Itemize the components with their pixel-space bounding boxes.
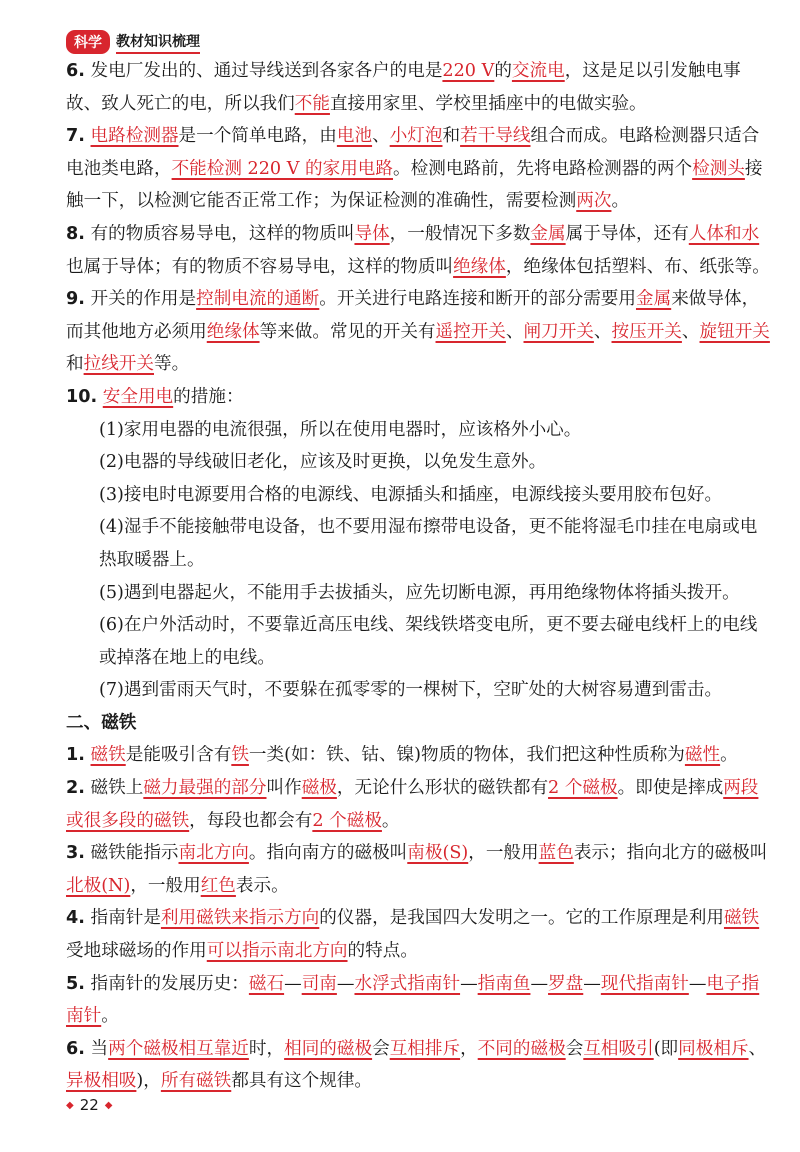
safety-measure: (5)遇到电器起火，不能用手去拔插头，应先切断电源，再用绝缘物体将插头拨开。 bbox=[99, 582, 740, 603]
item-text: 也属于导体；有的物质不容易导电，这样的物质叫 bbox=[66, 256, 454, 277]
item-text: 、 bbox=[372, 126, 390, 147]
key-term: 金属 bbox=[635, 289, 672, 310]
key-term: 不能检测 220 V 的家用电路 bbox=[171, 158, 393, 179]
key-term: 按压开关 bbox=[611, 321, 682, 342]
item-text: 发电厂发出的、通过导线送到各家各户的电是 bbox=[90, 61, 443, 81]
key-term: 同极相斥 bbox=[678, 1038, 749, 1059]
key-term: 电子指南针 bbox=[66, 973, 760, 1027]
item-number: 4. bbox=[66, 908, 85, 929]
item-text: 、 bbox=[681, 321, 700, 342]
item-text: 的仪器，是我国四大发明之一。它的工作原理是利用 bbox=[319, 908, 724, 929]
key-term: 不能 bbox=[294, 93, 330, 114]
list-item bbox=[66, 772, 770, 837]
item-text: 当 bbox=[90, 1038, 109, 1059]
key-term: 检测头 bbox=[692, 158, 745, 179]
item-text: ，这是足以引发触电事故、致人死亡的电，所以我们 bbox=[66, 61, 741, 114]
list-item bbox=[66, 283, 770, 381]
item-text: 的特点。 bbox=[347, 941, 418, 962]
key-term: 若干导线 bbox=[460, 126, 531, 147]
key-term: 交流电 bbox=[511, 61, 565, 81]
item-text: 是能吸引含有 bbox=[125, 745, 232, 766]
safety-measure: (3)接电时电源要用合格的电源线、电源插头和插座，电源线接头要用胶布包好。 bbox=[99, 484, 723, 505]
footer bbox=[66, 1096, 113, 1114]
list-item bbox=[66, 218, 770, 283]
key-term: 可以指示南北方向 bbox=[206, 941, 348, 962]
item-text: ，无论什么形状的磁铁都有 bbox=[336, 778, 549, 799]
key-term: 互相排斥 bbox=[389, 1038, 461, 1059]
key-term: 相同的磁极 bbox=[284, 1038, 373, 1059]
item-text: 有的物质容易导电，这样的物质叫 bbox=[90, 223, 355, 244]
item-text: 组合而成。电路检测器只适合电池类电路， bbox=[66, 126, 760, 179]
item-text: 磁铁上 bbox=[90, 778, 144, 799]
item-text: 来做导体，而其他地方必须用 bbox=[66, 289, 760, 342]
item-text: 。检测电路前，先将电路检测器的两个 bbox=[393, 158, 693, 179]
item-text: 。 bbox=[101, 1006, 119, 1027]
item-text: 是一个简单电路，由 bbox=[178, 126, 337, 147]
subject-tag: 科学 bbox=[66, 30, 110, 54]
item-text: 的 bbox=[494, 61, 512, 81]
item-text: 。开关进行电路连接和断开的部分需要用 bbox=[319, 289, 636, 310]
key-term: 220 V bbox=[442, 61, 495, 81]
item-text: 等。 bbox=[154, 354, 190, 375]
key-term: 南北方向 bbox=[178, 843, 249, 864]
header bbox=[66, 30, 200, 54]
key-term: 异极相吸 bbox=[66, 1071, 137, 1092]
item-number: 5. bbox=[66, 973, 85, 994]
list-item bbox=[66, 739, 770, 772]
key-term: 南极(S) bbox=[407, 843, 469, 864]
item-text: 时， bbox=[248, 1038, 285, 1059]
item-text: 受地球磁场的作用 bbox=[66, 941, 207, 962]
key-term: 互相吸引 bbox=[583, 1038, 654, 1059]
item-text: 表示。 bbox=[235, 875, 289, 896]
item-text: 表示；指向北方的磁极叫 bbox=[573, 843, 768, 864]
key-term: 利用磁铁来指示方向 bbox=[160, 908, 320, 929]
item-text: 直接用家里、学校里插座中的电做实验。 bbox=[329, 93, 647, 114]
list-item bbox=[66, 1033, 770, 1098]
item-text: — bbox=[583, 973, 601, 994]
item-text: 和 bbox=[442, 126, 461, 147]
key-term: 人体和水 bbox=[688, 223, 760, 244]
item-text: — bbox=[460, 973, 478, 994]
key-term: 控制电流的通断 bbox=[196, 289, 320, 310]
safety-measure: (2)电器的导线破旧老化，应该及时更换，以免发生意外。 bbox=[99, 452, 547, 473]
safety-measure: (1)家用电器的电流很强，所以在使用电器时，应该格外小心。 bbox=[99, 419, 582, 440]
item-text: 、 bbox=[748, 1038, 767, 1059]
item-text: 。 bbox=[720, 745, 738, 766]
item-text: — bbox=[336, 973, 355, 994]
list-item bbox=[66, 968, 770, 1033]
section-1-items bbox=[66, 55, 770, 414]
item-text: (即 bbox=[653, 1038, 679, 1059]
key-term: 两个磁极相互靠近 bbox=[108, 1038, 249, 1059]
item-text: 。 bbox=[381, 810, 400, 831]
content bbox=[66, 55, 770, 1098]
diamond-left-icon: ◆ bbox=[66, 1099, 74, 1111]
item-text: 、 bbox=[505, 321, 524, 342]
item-text: 和 bbox=[66, 354, 84, 375]
key-term: 安全用电 bbox=[102, 386, 174, 407]
item-text: — bbox=[530, 973, 549, 994]
key-term: 铁 bbox=[231, 745, 249, 766]
key-term: 两段或很多段的磁铁 bbox=[66, 778, 759, 831]
item-text: 等来做。常见的开关有 bbox=[259, 321, 436, 342]
key-term: 2 个磁极 bbox=[312, 810, 382, 831]
item-number: 2. bbox=[66, 778, 85, 799]
item-text: 会 bbox=[565, 1038, 584, 1059]
section-2-title: 二、磁铁 bbox=[66, 712, 137, 733]
key-term: 现代指南针 bbox=[600, 973, 689, 994]
item-text: ，每段也都会有 bbox=[189, 810, 313, 831]
item-text: 磁铁能指示 bbox=[90, 843, 179, 864]
header-title: 教材知识梳理 bbox=[116, 31, 200, 54]
item-text: — bbox=[688, 973, 707, 994]
key-term: 指南鱼 bbox=[477, 973, 531, 994]
item-text: 接触一下，以检测它能否正常工作；为保证检测的准确性，需要检测 bbox=[66, 158, 763, 212]
key-term: 遥控开关 bbox=[435, 321, 506, 342]
key-term: 导体 bbox=[354, 223, 390, 244]
item-text: 开关的作用是 bbox=[90, 289, 197, 310]
item-number: 6. bbox=[66, 1038, 85, 1059]
item-text: 的措施： bbox=[173, 386, 244, 407]
section-2-items bbox=[66, 739, 770, 1098]
key-term: 电路检测器 bbox=[90, 126, 179, 147]
item-text: 属于导体，还有 bbox=[565, 223, 689, 244]
key-term: 蓝色 bbox=[538, 843, 574, 864]
key-term: 罗盘 bbox=[548, 973, 584, 994]
key-term: 磁性 bbox=[684, 745, 721, 766]
key-term: 电池 bbox=[336, 126, 373, 147]
item-text: )， bbox=[136, 1071, 161, 1092]
item-number: 10. bbox=[66, 386, 98, 407]
key-term: 磁极 bbox=[301, 778, 337, 799]
item-text: 指南针的发展历史： bbox=[90, 973, 249, 994]
item-text: 指南针是 bbox=[90, 908, 161, 929]
key-term: 金属 bbox=[530, 223, 566, 244]
safety-measure: (7)遇到雷雨天气时，不要躲在孤零零的一棵树下，空旷处的大树容易遭到雷击。 bbox=[99, 680, 723, 701]
key-term: 拉线开关 bbox=[83, 354, 154, 375]
item-text: 。即使是摔成 bbox=[617, 778, 724, 799]
list-item bbox=[66, 902, 770, 967]
key-term: 红色 bbox=[200, 875, 236, 896]
item-text: ， bbox=[460, 1038, 478, 1059]
list-item bbox=[66, 837, 770, 902]
page-number: 22 bbox=[79, 1096, 99, 1114]
item-text: ，一般用 bbox=[468, 843, 539, 864]
item-text: ，一般用 bbox=[130, 875, 201, 896]
item-text: — bbox=[284, 973, 302, 994]
key-term: 水浮式指南针 bbox=[354, 973, 461, 994]
item-number: 6. bbox=[66, 61, 85, 81]
item-text: ，一般情况下多数 bbox=[389, 223, 531, 244]
item-text: 叫作 bbox=[266, 778, 302, 799]
key-term: 北极(N) bbox=[66, 875, 131, 896]
key-term: 两次 bbox=[576, 191, 612, 212]
key-term: 磁铁 bbox=[90, 745, 126, 766]
key-term: 磁力最强的部分 bbox=[143, 778, 267, 799]
item-text: 一类(如：铁、钴、镍)物质的物体，我们把这种性质称为 bbox=[248, 745, 685, 766]
key-term: 磁铁 bbox=[723, 908, 760, 929]
item-text: 都具有这个规律。 bbox=[231, 1071, 373, 1092]
item-text: 会 bbox=[372, 1038, 390, 1059]
item-text: ，绝缘体包括塑料、布、纸张等。 bbox=[505, 256, 770, 277]
safety-measure: (6)在户外活动时，不要靠近高压电线、架线铁塔变电所，更不要去碰电线杆上的电线或掉落在地上的电线。 bbox=[99, 615, 758, 668]
list-item bbox=[66, 381, 770, 414]
key-term: 旋钮开关 bbox=[699, 321, 770, 342]
item-text: 。指向南方的磁极叫 bbox=[248, 843, 408, 864]
item-text: 、 bbox=[593, 321, 612, 342]
key-term: 司南 bbox=[301, 973, 337, 994]
item-text: 。 bbox=[611, 191, 630, 212]
item-number: 3. bbox=[66, 843, 85, 864]
key-term: 小灯泡 bbox=[389, 126, 443, 147]
list-item bbox=[66, 120, 770, 218]
safety-measure: (4)湿手不能接触带电设备，也不要用湿布擦带电设备，更不能将湿毛巾挂在电扇或电热取暖器上。 bbox=[99, 517, 758, 570]
safety-sub-items bbox=[66, 414, 770, 707]
key-term: 2 个磁极 bbox=[548, 778, 618, 799]
item-number: 9. bbox=[66, 289, 85, 310]
key-term: 闸刀开关 bbox=[523, 321, 594, 342]
list-item bbox=[66, 55, 770, 120]
diamond-right-icon: ◆ bbox=[104, 1099, 113, 1111]
item-number: 1. bbox=[66, 745, 85, 766]
key-term: 绝缘体 bbox=[206, 321, 260, 342]
item-number: 8. bbox=[66, 223, 85, 244]
item-number: 7. bbox=[66, 126, 85, 147]
key-term: 不同的磁极 bbox=[477, 1038, 566, 1059]
key-term: 绝缘体 bbox=[453, 256, 506, 277]
key-term: 所有磁铁 bbox=[160, 1071, 232, 1092]
key-term: 磁石 bbox=[248, 973, 285, 994]
